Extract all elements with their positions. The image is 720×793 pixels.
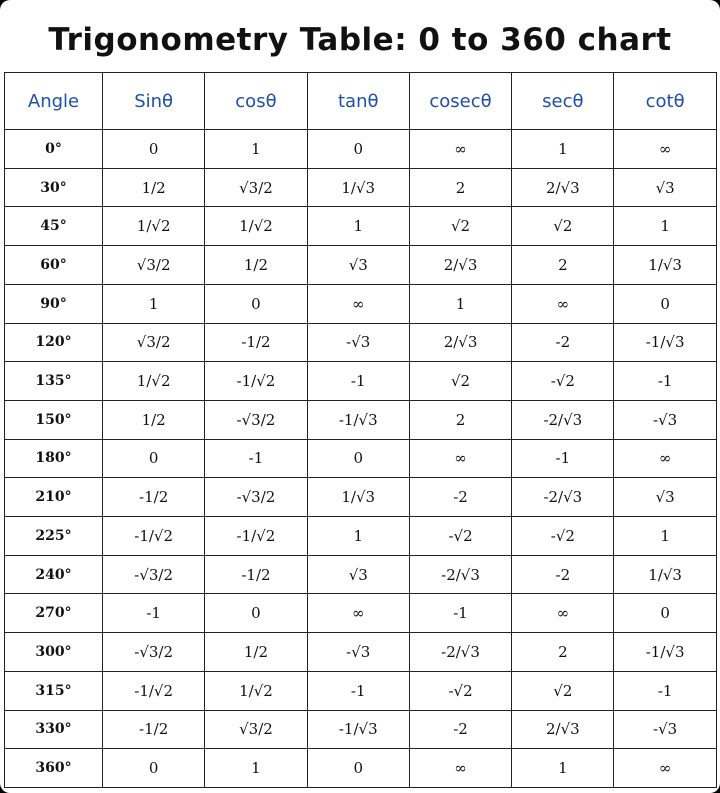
table-row [5, 594, 717, 633]
cell-cosec: -√2 [409, 671, 511, 710]
cell-cot: √3 [614, 478, 716, 517]
cell-tan: -1/√3 [307, 400, 409, 439]
cell-tan: √3 [307, 246, 409, 285]
cell-cot: -√3 [614, 400, 716, 439]
cell-tan: 1/√3 [307, 168, 409, 207]
cell-sec: 2/√3 [512, 710, 614, 749]
cell-cosec: 2/√3 [409, 323, 511, 362]
cell-cosec: ∞ [409, 749, 511, 788]
cell-cos: 0 [205, 594, 307, 633]
cell-cos: -1/2 [205, 555, 307, 594]
cell-angle: 30° [5, 168, 103, 207]
cell-sec: √2 [512, 207, 614, 246]
cell-sin: -√3/2 [103, 633, 205, 672]
cell-tan: √3 [307, 555, 409, 594]
cell-cos: √3/2 [205, 710, 307, 749]
cell-sin: -1/2 [103, 710, 205, 749]
cell-sec: 2/√3 [512, 168, 614, 207]
cell-angle: 330° [5, 710, 103, 749]
cell-sec: 1 [512, 130, 614, 169]
table-header-row [5, 73, 717, 130]
cell-sec: -2/√3 [512, 400, 614, 439]
table-row [5, 478, 717, 517]
table-row [5, 323, 717, 362]
cell-angle: 150° [5, 400, 103, 439]
cell-cosec: 2 [409, 168, 511, 207]
cell-cos: 1/2 [205, 633, 307, 672]
cell-cos: -1 [205, 439, 307, 478]
cell-sin: -1/√2 [103, 671, 205, 710]
cell-angle: 90° [5, 284, 103, 323]
table-row [5, 246, 717, 285]
cell-cosec: √2 [409, 207, 511, 246]
table-row [5, 284, 717, 323]
cell-cosec: ∞ [409, 130, 511, 169]
cell-tan: 0 [307, 439, 409, 478]
cell-sin: √3/2 [103, 323, 205, 362]
cell-sin: 1/2 [103, 400, 205, 439]
cell-sec: -2/√3 [512, 478, 614, 517]
cell-tan: -1 [307, 362, 409, 401]
cell-tan: -√3 [307, 323, 409, 362]
cell-cot: √3 [614, 168, 716, 207]
cell-angle: 60° [5, 246, 103, 285]
cell-cos: 1/2 [205, 246, 307, 285]
cell-cosec: -2/√3 [409, 633, 511, 672]
cell-sec: -1 [512, 439, 614, 478]
column-header-angle: Angle [5, 73, 103, 130]
table-row [5, 555, 717, 594]
cell-cos: √3/2 [205, 168, 307, 207]
cell-cot: 0 [614, 594, 716, 633]
cell-tan: ∞ [307, 594, 409, 633]
cell-cot: ∞ [614, 130, 716, 169]
cell-cosec: -1 [409, 594, 511, 633]
column-header-cot: cotθ [614, 73, 716, 130]
column-header-cos: cosθ [205, 73, 307, 130]
table-row [5, 130, 717, 169]
cell-cos: 1 [205, 130, 307, 169]
cell-tan: 1 [307, 207, 409, 246]
cell-cot: 1 [614, 207, 716, 246]
cell-sin: 1/√2 [103, 362, 205, 401]
column-header-sec: secθ [512, 73, 614, 130]
table-row [5, 439, 717, 478]
cell-sin: 1/2 [103, 168, 205, 207]
cell-cos: 0 [205, 284, 307, 323]
cell-sec: 2 [512, 633, 614, 672]
table-row [5, 749, 717, 788]
cell-angle: 225° [5, 517, 103, 556]
cell-sec: ∞ [512, 284, 614, 323]
cell-tan: ∞ [307, 284, 409, 323]
cell-sin: √3/2 [103, 246, 205, 285]
cell-cot: -1 [614, 362, 716, 401]
cell-cot: 0 [614, 284, 716, 323]
cell-sec: -2 [512, 555, 614, 594]
cell-angle: 360° [5, 749, 103, 788]
cell-angle: 300° [5, 633, 103, 672]
cell-cot: -1/√3 [614, 323, 716, 362]
cell-angle: 315° [5, 671, 103, 710]
table-body [5, 130, 717, 788]
table-row [5, 671, 717, 710]
cell-tan: 1 [307, 517, 409, 556]
cell-cos: 1/√2 [205, 671, 307, 710]
cell-sin: 0 [103, 130, 205, 169]
cell-cot: ∞ [614, 439, 716, 478]
cell-sin: 1/√2 [103, 207, 205, 246]
cell-angle: 180° [5, 439, 103, 478]
cell-cosec: -√2 [409, 517, 511, 556]
cell-cosec: 2/√3 [409, 246, 511, 285]
cell-cosec: 2 [409, 400, 511, 439]
cell-cos: -1/√2 [205, 517, 307, 556]
cell-cos: -√3/2 [205, 400, 307, 439]
cell-sec: 1 [512, 749, 614, 788]
cell-cot: -√3 [614, 710, 716, 749]
cell-tan: -√3 [307, 633, 409, 672]
column-header-tan: tanθ [307, 73, 409, 130]
cell-angle: 120° [5, 323, 103, 362]
column-header-cosec: cosecθ [409, 73, 511, 130]
cell-sec: 2 [512, 246, 614, 285]
page-title: Trigonometry Table: 0 to 360 chart [48, 22, 672, 58]
cell-cot: -1 [614, 671, 716, 710]
cell-sin: -√3/2 [103, 555, 205, 594]
table-row [5, 633, 717, 672]
table-row [5, 400, 717, 439]
cell-cot: 1/√3 [614, 555, 716, 594]
cell-cosec: -2/√3 [409, 555, 511, 594]
cell-sin: 1 [103, 284, 205, 323]
cell-tan: 0 [307, 130, 409, 169]
cell-cos: 1 [205, 749, 307, 788]
cell-sec: ∞ [512, 594, 614, 633]
table-row [5, 710, 717, 749]
table-row [5, 362, 717, 401]
cell-tan: -1/√3 [307, 710, 409, 749]
cell-angle: 240° [5, 555, 103, 594]
cell-cot: 1/√3 [614, 246, 716, 285]
cell-cot: 1 [614, 517, 716, 556]
cell-cosec: 1 [409, 284, 511, 323]
cell-angle: 135° [5, 362, 103, 401]
cell-tan: -1 [307, 671, 409, 710]
cell-angle: 0° [5, 130, 103, 169]
cell-cosec: -2 [409, 710, 511, 749]
cell-cot: ∞ [614, 749, 716, 788]
cell-sin: -1/2 [103, 478, 205, 517]
cell-angle: 45° [5, 207, 103, 246]
table-row [5, 207, 717, 246]
cell-sec: √2 [512, 671, 614, 710]
cell-cos: -1/√2 [205, 362, 307, 401]
cell-angle: 210° [5, 478, 103, 517]
table-row [5, 168, 717, 207]
cell-sec: -√2 [512, 517, 614, 556]
table-row [5, 517, 717, 556]
cell-sin: -1 [103, 594, 205, 633]
cell-cosec: √2 [409, 362, 511, 401]
cell-sin: -1/√2 [103, 517, 205, 556]
cell-angle: 270° [5, 594, 103, 633]
cell-sin: 0 [103, 439, 205, 478]
cell-sin: 0 [103, 749, 205, 788]
cell-cos: -1/2 [205, 323, 307, 362]
cell-sec: -√2 [512, 362, 614, 401]
cell-cos: -√3/2 [205, 478, 307, 517]
trigonometry-table [4, 72, 717, 788]
cell-cot: -1/√3 [614, 633, 716, 672]
cell-tan: 1/√3 [307, 478, 409, 517]
column-header-sin: Sinθ [103, 73, 205, 130]
cell-cos: 1/√2 [205, 207, 307, 246]
cell-sec: -2 [512, 323, 614, 362]
cell-tan: 0 [307, 749, 409, 788]
cell-cosec: -2 [409, 478, 511, 517]
cell-cosec: ∞ [409, 439, 511, 478]
